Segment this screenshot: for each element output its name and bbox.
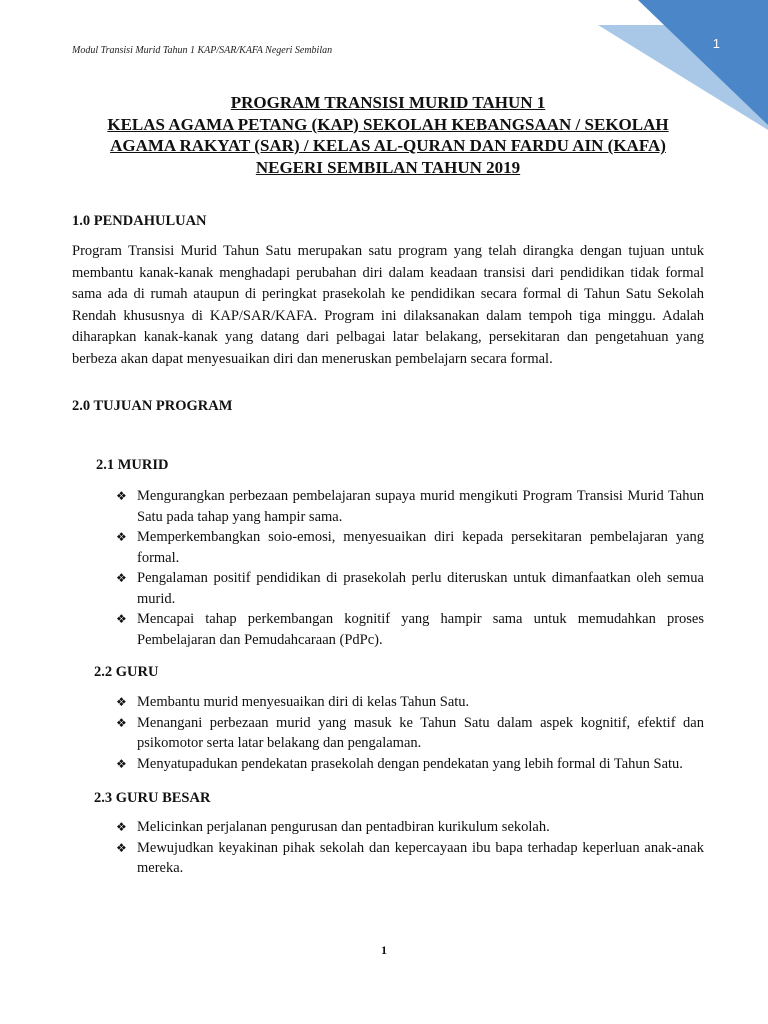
section-heading-pendahuluan: 1.0 PENDAHULUAN xyxy=(72,213,207,229)
list-item: ❖ Mengurangkan perbezaan pembelajaran supaya murid mengikuti Program Transisi Murid Tahun Satu pada tahap yang hampir sama. xyxy=(116,488,704,525)
list-item: ❖ Menyatupadukan pendekatan prasekolah dengan pendekatan yang lebih formal di Tahun Satu. xyxy=(116,754,704,775)
diamond-bullet-icon: ❖ xyxy=(116,756,127,771)
murid-list xyxy=(116,486,704,650)
diamond-bullet-icon: ❖ xyxy=(116,695,127,709)
list-item: ❖ Melicinkan perjalanan pengurusan dan pentadbiran kurikulum sekolah. xyxy=(116,817,704,838)
guru-besar-list xyxy=(116,817,704,879)
title-line: AGAMA RAKYAT (SAR) / KELAS AL-QURAN DAN FARDU AIN (KAFA) xyxy=(110,136,666,155)
guru-list xyxy=(116,692,704,774)
subsection-heading-guru-besar: 2.3 GURU BESAR xyxy=(94,790,211,806)
diamond-bullet-icon: ❖ xyxy=(116,489,127,503)
intro-paragraph: Program Transisi Murid Tahun Satu merupakan satu program yang telah dirangka dengan tujuan untuk membantu kanak-kanak menghadapi perubahan diri dalam keadaan transisi dari pendidikan tidak formal sama ada di rumah ataupun di peringkat prasekolah ke pendidikan secara formal di Tahun Satu Sekolah Rendah khususnya di KAP/SAR/KAFA. Program ini dilaksanakan dalam tempoh tiga minggu. Adalah diharapkan kanak-kanak yang datang dari pelbagai latar belakang, persekitaran dan pengetahuan yang berbeza akan dapat menyesuaikan diri dan meneruskan pembelajarn secara formal. xyxy=(72,243,704,367)
list-item: ❖ Membantu murid menyesuaikan diri di kelas Tahun Satu. xyxy=(116,692,704,713)
footer-page-number: 1 xyxy=(381,943,387,957)
list-item: ❖ Pengalaman positif pendidikan di prasekolah perlu diteruskan untuk dimanfaatkan oleh semua murid. xyxy=(116,570,704,607)
diamond-bullet-icon: ❖ xyxy=(116,612,127,626)
title-line: NEGERI SEMBILAN TAHUN 2019 xyxy=(255,157,521,177)
diamond-bullet-icon: ❖ xyxy=(116,840,127,855)
list-item: ❖ Memperkembangkan soio-emosi, menyesuaikan diri kepada persekitaran pembelajaran yang formal. xyxy=(116,529,704,566)
list-item: ❖ Mencapai tahap perkembangan kognitif yang hampir sama untuk memudahkan proses Pembelajaran dan Pemudahcaraan (PdPc). xyxy=(116,611,704,648)
diamond-bullet-icon: ❖ xyxy=(116,571,127,585)
subsection-heading-guru: 2.2 GURU xyxy=(94,664,159,680)
subsection-heading-murid: 2.1 MURID xyxy=(96,457,169,473)
list-item: ❖ Mewujudkan keyakinan pihak sekolah dan kepercayaan ibu bapa terhadap keperluan anak-anak mereka. xyxy=(116,839,704,876)
running-header: Modul Transisi Murid Tahun 1 KAP/SAR/KAFA Negeri Sembilan xyxy=(72,45,333,56)
corner-page-number: 1 xyxy=(712,36,720,51)
section-heading-tujuan: 2.0 TUJUAN PROGRAM xyxy=(72,398,233,414)
document-title xyxy=(72,92,704,178)
diamond-bullet-icon: ❖ xyxy=(116,530,127,544)
title-line: PROGRAM TRANSISI MURID TAHUN 1 xyxy=(230,93,546,112)
diamond-bullet-icon: ❖ xyxy=(116,715,127,730)
list-item: ❖ Menangani perbezaan murid yang masuk ke Tahun Satu dalam aspek kognitif, efektif dan psikomotor serta latar belakang dan pengalaman. xyxy=(116,714,704,751)
diamond-bullet-icon: ❖ xyxy=(116,820,127,834)
title-line: KELAS AGAMA PETANG (KAP) SEKOLAH KEBANGSAAN / SEKOLAH xyxy=(107,114,669,134)
